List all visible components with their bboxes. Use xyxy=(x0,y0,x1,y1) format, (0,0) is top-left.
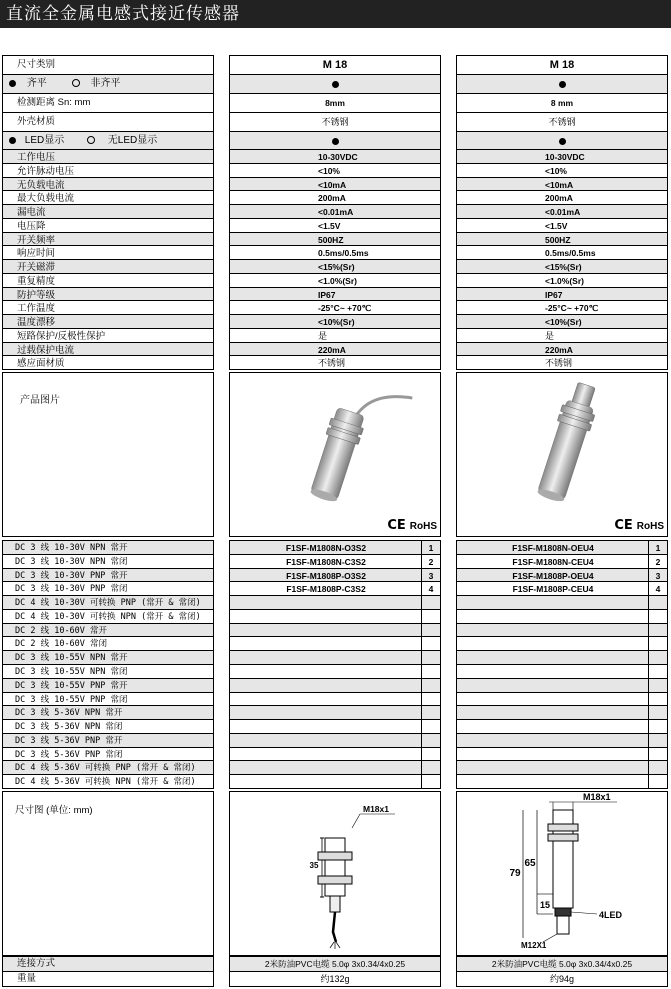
svg-text:35: 35 xyxy=(309,861,319,870)
spec-value: <10% xyxy=(230,164,440,178)
wiring-type-label: DC 4 线 5-36V 可转换 PNP (常开 & 常闭) xyxy=(3,761,213,775)
model-row xyxy=(230,651,440,665)
model-row xyxy=(230,679,440,693)
model-code xyxy=(457,610,649,623)
model-row xyxy=(230,582,440,596)
sensor-photo xyxy=(457,373,669,538)
electrical-label: 开关频率 xyxy=(3,233,213,247)
electrical-label: 最大负载电流 xyxy=(3,191,213,205)
connection-value: 2米防油PVC电缆 5.0φ 3x0.34/4x0.25 xyxy=(230,957,440,972)
electrical-label: 工作温度 xyxy=(3,301,213,315)
model-row xyxy=(230,734,440,748)
model-number: 3 xyxy=(421,569,440,582)
electrical-label: 防护等级 xyxy=(3,288,213,302)
model-number xyxy=(648,734,667,747)
connection-value: 2米防油PVC电缆 5.0φ 3x0.34/4x0.25 xyxy=(457,957,667,972)
model-code xyxy=(457,734,649,747)
wiring-type-label: DC 3 线 5-36V NPN 常开 xyxy=(3,706,213,720)
electrical-specs xyxy=(229,149,441,370)
electrical-spec-labels xyxy=(2,149,214,370)
model-number xyxy=(421,693,440,706)
model-code xyxy=(230,610,422,623)
dimension-drawing-svg xyxy=(457,792,669,957)
spec-value: 500HZ xyxy=(230,233,440,247)
spec-value: <0.01mA xyxy=(230,205,440,219)
model-row xyxy=(230,720,440,734)
model-number xyxy=(648,665,667,678)
sensing-distance-label: 检测距离 Sn: mm xyxy=(3,94,213,113)
model-code xyxy=(230,596,422,609)
wiring-type-label: DC 3 线 10-30V PNP 常闭 xyxy=(3,582,213,596)
model-row xyxy=(230,775,440,789)
model-row xyxy=(457,775,667,789)
spec-value: IP67 xyxy=(230,288,440,302)
wiring-type-labels xyxy=(2,540,214,789)
svg-text:4LED: 4LED xyxy=(599,910,623,920)
model-code: F1SF-M1808P-C3S2 xyxy=(286,584,366,595)
svg-text:M18x1: M18x1 xyxy=(583,792,611,802)
spec-value: 不锈钢 xyxy=(318,358,346,369)
spec-value: IP67 xyxy=(457,288,667,302)
model-code xyxy=(457,624,649,637)
model-code xyxy=(230,706,422,719)
electrical-label: 过载保护电流 xyxy=(3,343,213,357)
model-code xyxy=(230,748,422,761)
model-code xyxy=(230,651,422,664)
model-row xyxy=(230,748,440,762)
wiring-type-label: DC 3 线 5-36V PNP 常开 xyxy=(3,734,213,748)
model-code: F1SF-M1808P-CEU4 xyxy=(512,584,594,595)
dimension-drawing xyxy=(456,791,668,956)
model-number: 1 xyxy=(648,541,667,554)
electrical-label: 感应面材质 xyxy=(17,358,65,370)
size-value: M 18 xyxy=(457,56,667,75)
ce-mark-icon: CE xyxy=(614,518,633,533)
sensing-distance-value: 8 mm xyxy=(457,94,667,113)
electrical-label: 漏电流 xyxy=(3,205,213,219)
spec-value: 是 xyxy=(230,329,440,343)
model-number: 4 xyxy=(648,582,667,595)
model-number: 1 xyxy=(421,541,440,554)
model-code: F1SF-M1808N-C3S2 xyxy=(286,556,366,567)
model-number xyxy=(648,624,667,637)
size-category-label: 尺寸类别 xyxy=(3,56,213,75)
model-number xyxy=(648,748,667,761)
electrical-label: 开关磁滞 xyxy=(3,260,213,274)
model-number xyxy=(421,761,440,774)
model-number: 4 xyxy=(421,582,440,595)
model-row xyxy=(230,624,440,638)
model-code xyxy=(230,693,422,706)
wiring-type-label: DC 3 线 10-55V NPN 常闭 xyxy=(3,665,213,679)
dimension-drawing-svg xyxy=(230,792,442,957)
led-dot-icon xyxy=(332,138,339,145)
model-code xyxy=(457,693,649,706)
electrical-label: 温度漂移 xyxy=(3,315,213,329)
model-code xyxy=(457,761,649,774)
model-number xyxy=(421,706,440,719)
size-value: M 18 xyxy=(230,56,440,75)
flush-dot-icon xyxy=(332,81,339,88)
model-code xyxy=(457,596,649,609)
model-number xyxy=(648,706,667,719)
wiring-type-label: DC 3 线 5-36V NPN 常闭 xyxy=(3,720,213,734)
wiring-type-label: DC 3 线 10-30V PNP 常开 xyxy=(3,569,213,583)
model-code xyxy=(457,665,649,678)
spec-value: 0.5ms/0.5ms xyxy=(230,246,440,260)
model-code xyxy=(230,624,422,637)
spec-value: 200mA xyxy=(230,191,440,205)
model-number xyxy=(421,734,440,747)
spec-value: 是 xyxy=(457,329,667,343)
flush-indicator xyxy=(457,75,667,94)
model-number xyxy=(648,761,667,774)
model-row xyxy=(457,541,667,555)
spec-value: -25°C~ +70℃ xyxy=(457,301,667,315)
model-row xyxy=(457,624,667,638)
ce-mark-icon: CE xyxy=(387,518,406,533)
model-code xyxy=(230,665,422,678)
housing-material-value: 不锈钢 xyxy=(230,113,440,132)
page-title: 直流全金属电感式接近传感器 xyxy=(0,0,671,28)
spec-value: <10%(Sr) xyxy=(230,315,440,329)
electrical-label: 重复精度 xyxy=(3,274,213,288)
basic-specs xyxy=(456,55,668,151)
electrical-label: 无负载电流 xyxy=(3,178,213,192)
model-number xyxy=(421,651,440,664)
wiring-type-label: DC 3 线 5-36V PNP 常闭 xyxy=(3,748,213,762)
certification-marks xyxy=(387,518,437,533)
dimension-drawing xyxy=(229,791,441,956)
model-code: F1SF-M1808N-OEU4 xyxy=(512,543,594,553)
spec-value: <15%(Sr) xyxy=(230,260,440,274)
basic-specs xyxy=(229,55,441,151)
flush-dot-icon xyxy=(559,81,566,88)
model-row xyxy=(457,706,667,720)
spec-value: 10-30VDC xyxy=(230,150,440,164)
weight-label: 重量 xyxy=(17,973,37,984)
non-flush-ring-icon xyxy=(72,79,80,87)
rohs-mark: RoHS xyxy=(636,521,664,532)
spec-value: <10% xyxy=(457,164,667,178)
spec-value: 500HZ xyxy=(457,233,667,247)
wiring-type-label: DC 4 线 5-36V 可转换 NPN (常开 & 常闭) xyxy=(15,777,196,788)
wiring-type-label: DC 4 线 10-30V 可转换 NPN (常开 & 常闭) xyxy=(3,610,213,624)
flush-indicator xyxy=(230,75,440,94)
spec-value: 10-30VDC xyxy=(457,150,667,164)
model-number: 2 xyxy=(648,555,667,568)
dimension-label: 尺寸图 (单位: mm) xyxy=(15,805,93,816)
model-row xyxy=(457,761,667,775)
spec-value: <0.01mA xyxy=(457,205,667,219)
model-row xyxy=(230,596,440,610)
spec-value: 0.5ms/0.5ms xyxy=(457,246,667,260)
wiring-type-label: DC 2 线 10-60V 常闭 xyxy=(3,637,213,651)
model-code xyxy=(457,706,649,719)
model-number xyxy=(421,624,440,637)
electrical-label: 工作电压 xyxy=(3,150,213,164)
model-row xyxy=(230,610,440,624)
product-image xyxy=(456,372,668,537)
model-number xyxy=(421,679,440,692)
rohs-mark: RoHS xyxy=(409,521,437,532)
model-number: 3 xyxy=(648,569,667,582)
connection-weight-labels xyxy=(2,956,214,987)
electrical-label: 短路保护/反极性保护 xyxy=(3,329,213,343)
electrical-specs xyxy=(456,149,668,370)
model-number xyxy=(421,665,440,678)
model-number xyxy=(648,775,667,789)
spec-value: <1.0%(Sr) xyxy=(230,274,440,288)
sensing-distance-value: 8mm xyxy=(230,94,440,113)
svg-text:M18x1: M18x1 xyxy=(363,804,389,814)
model-row xyxy=(457,569,667,583)
electrical-label: 电压降 xyxy=(3,219,213,233)
weight-value: 约132g xyxy=(320,974,350,984)
model-row xyxy=(230,693,440,707)
led-dot-icon xyxy=(559,138,566,145)
model-list xyxy=(456,540,668,789)
model-code: F1SF-M1808N-CEU4 xyxy=(512,556,594,567)
model-number xyxy=(648,596,667,609)
flush-dot-icon xyxy=(9,80,16,87)
model-row xyxy=(230,665,440,679)
model-code xyxy=(230,679,422,692)
model-code: F1SF-M1808P-OEU4 xyxy=(512,570,594,581)
model-row xyxy=(230,761,440,775)
model-row xyxy=(457,665,667,679)
model-code: F1SF-M1808P-O3S2 xyxy=(286,570,366,581)
model-number xyxy=(421,748,440,761)
wiring-type-label: DC 3 线 10-55V NPN 常开 xyxy=(3,651,213,665)
model-row xyxy=(230,637,440,651)
model-row xyxy=(457,734,667,748)
model-row xyxy=(230,706,440,720)
model-code xyxy=(457,679,649,692)
model-code xyxy=(230,637,422,650)
spec-value: 220mA xyxy=(457,343,667,357)
model-code xyxy=(457,651,649,664)
spec-value: <1.5V xyxy=(230,219,440,233)
housing-material-value: 不锈钢 xyxy=(457,113,667,132)
flush-option-row xyxy=(3,75,213,94)
led-dot-icon xyxy=(9,137,16,144)
model-row xyxy=(457,555,667,569)
model-row xyxy=(230,569,440,583)
spec-value: 220mA xyxy=(230,343,440,357)
model-row xyxy=(230,555,440,569)
model-code xyxy=(230,720,422,733)
model-row xyxy=(457,610,667,624)
spec-value: <1.0%(Sr) xyxy=(457,274,667,288)
svg-text:M12X1: M12X1 xyxy=(521,941,547,950)
svg-text:65: 65 xyxy=(524,858,536,869)
model-number xyxy=(648,651,667,664)
model-code: F1SF-M1808N-O3S2 xyxy=(285,543,367,553)
model-row xyxy=(230,541,440,555)
product-image xyxy=(229,372,441,537)
model-row xyxy=(457,679,667,693)
non-flush-label: 非齐平 xyxy=(90,78,121,89)
model-number xyxy=(648,679,667,692)
spec-value: -25°C~ +70℃ xyxy=(230,301,440,315)
model-row xyxy=(457,582,667,596)
model-code xyxy=(457,720,649,733)
wiring-type-label: DC 3 线 10-55V PNP 常闭 xyxy=(3,693,213,707)
model-code xyxy=(457,637,649,650)
model-code xyxy=(230,775,422,789)
sensor-photo xyxy=(230,373,442,538)
spec-value: 不锈钢 xyxy=(545,358,573,369)
basic-spec-labels xyxy=(2,55,214,151)
wiring-type-label: DC 3 线 10-30V NPN 常闭 xyxy=(3,555,213,569)
connection-label: 连接方式 xyxy=(3,957,213,972)
model-row xyxy=(457,596,667,610)
model-row xyxy=(457,748,667,762)
product-image-label: 产品图片 xyxy=(20,395,60,406)
model-number xyxy=(648,720,667,733)
model-number xyxy=(421,596,440,609)
svg-text:79: 79 xyxy=(509,868,521,879)
certification-marks xyxy=(614,518,664,533)
spec-value: <10%(Sr) xyxy=(457,315,667,329)
flush-label: 齐平 xyxy=(26,78,47,89)
wiring-type-label: DC 3 线 10-30V NPN 常开 xyxy=(3,541,213,555)
product-image-label-box xyxy=(2,372,214,537)
model-code xyxy=(230,761,422,774)
spec-value: 200mA xyxy=(457,191,667,205)
model-number: 2 xyxy=(421,555,440,568)
model-number xyxy=(648,610,667,623)
no-led-ring-icon xyxy=(87,136,95,144)
model-row xyxy=(457,720,667,734)
model-number xyxy=(421,775,440,789)
weight-value: 约94g xyxy=(549,974,575,984)
housing-material-label: 外壳材质 xyxy=(3,113,213,132)
model-number xyxy=(421,637,440,650)
model-number xyxy=(421,720,440,733)
model-code xyxy=(457,748,649,761)
model-number xyxy=(648,637,667,650)
model-list xyxy=(229,540,441,789)
model-row xyxy=(457,651,667,665)
model-number xyxy=(648,693,667,706)
model-row xyxy=(457,637,667,651)
connection-weight xyxy=(229,956,441,987)
model-code xyxy=(457,775,649,789)
spec-value: <1.5V xyxy=(457,219,667,233)
electrical-label: 响应时间 xyxy=(3,246,213,260)
model-row xyxy=(457,693,667,707)
dimension-label-box xyxy=(2,791,214,956)
wiring-type-label: DC 4 线 10-30V 可转换 PNP (常开 & 常闭) xyxy=(3,596,213,610)
led-label: LED显示 xyxy=(24,135,65,146)
spec-value: <10mA xyxy=(457,178,667,192)
svg-text:15: 15 xyxy=(539,900,551,910)
electrical-label: 允许脉动电压 xyxy=(3,164,213,178)
no-led-label: 无LED显示 xyxy=(107,135,158,146)
wiring-type-label: DC 2 线 10-60V 常开 xyxy=(3,624,213,638)
wiring-type-label: DC 3 线 10-55V PNP 常开 xyxy=(3,679,213,693)
spec-value: <10mA xyxy=(230,178,440,192)
spec-value: <15%(Sr) xyxy=(457,260,667,274)
model-code xyxy=(230,734,422,747)
connection-weight xyxy=(456,956,668,987)
model-number xyxy=(421,610,440,623)
